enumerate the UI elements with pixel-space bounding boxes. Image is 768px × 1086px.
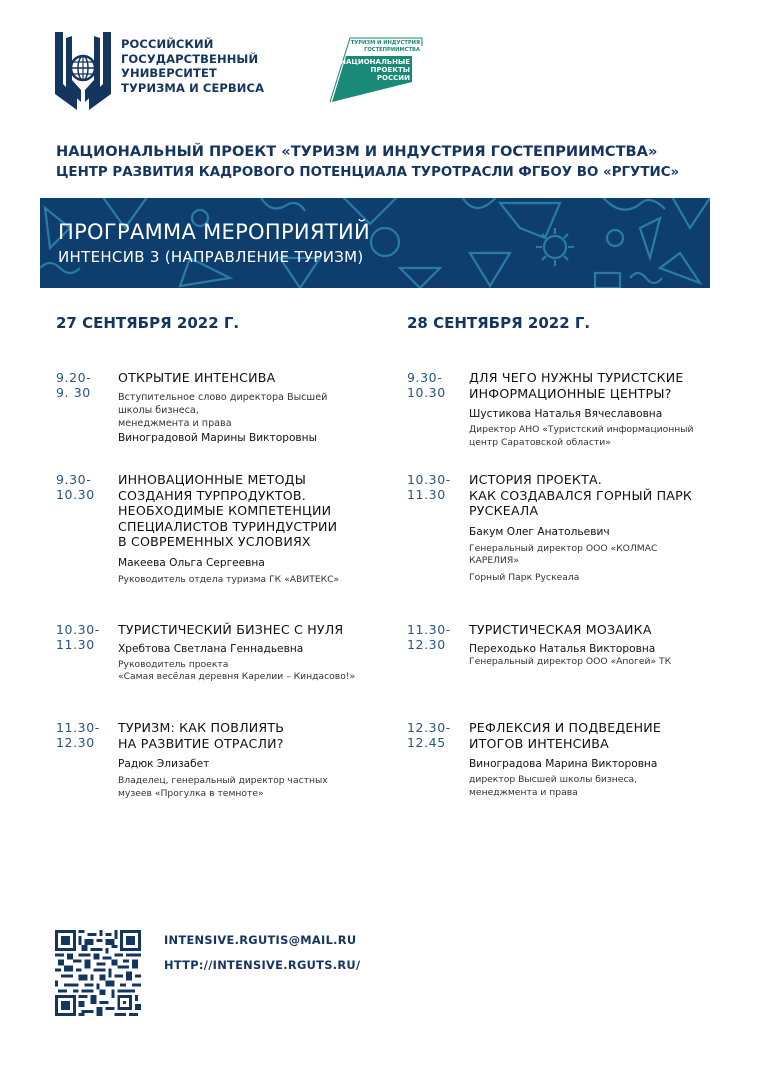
time-end: 10.30 xyxy=(407,385,446,400)
qr-code-icon xyxy=(55,930,141,1016)
event-description-line: музеев «Прогулка в темноте» xyxy=(118,787,264,799)
event-title xyxy=(118,472,383,550)
np-main-line-1: НАЦИОНАЛЬНЫЕ xyxy=(340,58,410,66)
event-time xyxy=(56,622,112,652)
event-title xyxy=(118,720,383,751)
event-title-line: В СОВРЕМЕННЫХ УСЛОВИЯХ xyxy=(118,534,311,549)
event-intro-line: Вступительное слово директора Высшей xyxy=(118,391,328,403)
event-time xyxy=(407,622,463,652)
national-projects-emblem-icon xyxy=(328,36,424,104)
event-title-line: НЕОБХОДИМЫЕ КОМПЕТЕНЦИИ xyxy=(118,503,332,518)
event-time xyxy=(407,370,463,400)
event-description-line: Руководитель отдела туризма ГК «АВИТЕКС» xyxy=(118,573,340,585)
event-title xyxy=(469,720,734,751)
time-start: 9.30- xyxy=(407,370,443,385)
event-title xyxy=(469,370,734,401)
university-name xyxy=(121,37,264,95)
event-time xyxy=(407,720,463,750)
event-time xyxy=(56,720,112,750)
event-description-line: Генеральный директор ООО «Апогей» ТК xyxy=(469,655,672,667)
event-speaker: Бакум Олег Анатольевич xyxy=(469,525,610,538)
event-description-extra: Горный Парк Рускеала xyxy=(469,571,580,583)
time-start: 11.30- xyxy=(407,622,451,637)
event-title-line: ИТОГОВ ИНТЕНСИВА xyxy=(469,735,609,751)
event-title-line: ИНФОРМАЦИОННЫЕ ЦЕНТРЫ? xyxy=(469,385,672,401)
np-main-line-2: ПРОЕКТЫ xyxy=(370,66,410,74)
project-title: НАЦИОНАЛЬНЫЙ ПРОЕКТ «ТУРИЗМ И ИНДУСТРИЯ ГОСТЕПРИИМСТВА» xyxy=(56,143,658,160)
event-title-line: РУСКЕАЛА xyxy=(469,503,539,518)
event-time xyxy=(56,370,112,400)
time-end: 12.45 xyxy=(407,735,446,750)
contact-email-link[interactable]: INTENSIVE.RGUTIS@MAIL.RU xyxy=(164,933,357,947)
event-intro xyxy=(118,391,383,430)
event-description xyxy=(469,656,734,669)
event-speaker: Виноградова Марина Викторовна xyxy=(469,758,658,770)
university-name-line: УНИВЕРСИТЕТ xyxy=(121,66,217,80)
event-intro-line: школы бизнеса, xyxy=(118,404,199,416)
event-description xyxy=(469,424,734,449)
event-title-line: СОЗДАНИЯ ТУРПРОДУКТОВ. xyxy=(118,487,306,503)
day-2-date: 28 СЕНТЯБРЯ 2022 Г. xyxy=(407,314,591,332)
event-title-line: ОТКРЫТИЕ ИНТЕНСИВА xyxy=(118,370,276,385)
event-description-line: Генеральный директор ООО «КОЛМАС xyxy=(469,542,658,554)
event-speaker: Виноградовой Марины Викторовны xyxy=(118,431,317,444)
university-name-line: РОССИЙСКИЙ xyxy=(121,37,214,51)
time-end: 11.30 xyxy=(407,487,446,502)
event-description-line: Владелец, генеральный директор частных xyxy=(118,775,328,786)
event-time xyxy=(407,472,463,502)
event-title-line: ИСТОРИЯ ПРОЕКТА. xyxy=(469,472,602,487)
event-description xyxy=(469,543,734,568)
program-banner xyxy=(40,198,710,288)
event-title-line: ТУРИЗМ: КАК ПОВЛИЯТЬ xyxy=(118,720,285,735)
event-intro-line: менеджмента и права xyxy=(118,417,232,429)
contact-website-link[interactable]: HTTP://INTENSIVE.RGUTS.RU/ xyxy=(164,958,361,972)
event-speaker: Хребтова Светлана Геннадьевна xyxy=(118,642,304,655)
time-start: 10.30- xyxy=(56,622,100,637)
event-title-line: ТУРИСТИЧЕСКИЙ БИЗНЕС С НУЛЯ xyxy=(118,622,344,637)
project-subtitle: ЦЕНТР РАЗВИТИЯ КАДРОВОГО ПОТЕНЦИАЛА ТУРОТРАСЛИ ФГБОУ ВО «РГУТИС» xyxy=(56,165,680,180)
event-description-line: центр Саратовской области» xyxy=(469,436,611,448)
event-description xyxy=(118,659,383,684)
qr-code[interactable] xyxy=(55,930,141,1016)
time-start: 12.30- xyxy=(407,720,451,735)
event-speaker: Макеева Ольга Сергеевна xyxy=(118,556,265,569)
np-top-line-2: ГОСТЕПРИИМСТВА xyxy=(364,47,420,53)
university-logo xyxy=(55,32,111,112)
event-time xyxy=(56,472,112,502)
event-description-line: КАРЕЛИЯ» xyxy=(469,555,519,566)
event-title-line: КАК СОЗДАВАЛСЯ ГОРНЫЙ ПАРК xyxy=(469,487,693,503)
event-title-line: СПЕЦИАЛИСТОВ ТУРИНДУСТРИИ xyxy=(118,518,338,534)
time-start: 9.20- xyxy=(56,370,92,385)
event-title xyxy=(118,622,383,638)
university-name-line: ГОСУДАРСТВЕННЫЙ xyxy=(121,51,259,66)
time-end: 12.30 xyxy=(407,637,446,652)
event-title-line: РЕФЛЕКСИЯ И ПОДВЕДЕНИЕ xyxy=(469,720,662,735)
time-start: 10.30- xyxy=(407,472,451,487)
event-description-line: Руководитель проекта xyxy=(118,658,229,670)
np-top-line-1: ТУРИЗМ И ИНДУСТРИЯ xyxy=(350,40,420,46)
national-projects-logo xyxy=(328,36,424,104)
event-speaker: Переходько Наталья Викторовна xyxy=(469,642,656,655)
time-end: 11.30 xyxy=(56,637,95,652)
event-title-line: ИННОВАЦИОННЫЕ МЕТОДЫ xyxy=(118,472,307,487)
event-title-line: ТУРИСТИЧЕСКАЯ МОЗАИКА xyxy=(469,622,652,637)
project-heading xyxy=(56,142,716,184)
event-speaker: Шустикова Наталья Вячеславовна xyxy=(469,408,663,420)
event-description xyxy=(469,774,734,799)
program-title: ПРОГРАММА МЕРОПРИЯТИЙ xyxy=(58,220,370,244)
program-subtitle: ИНТЕНСИВ 3 (НАПРАВЛЕНИЕ ТУРИЗМ) xyxy=(58,248,364,266)
event-title-line: ДЛЯ ЧЕГО НУЖНЫ ТУРИСТСКИЕ xyxy=(469,370,684,385)
event-title xyxy=(469,622,734,638)
event-description-line: менеджмента и права xyxy=(469,786,578,798)
event-description xyxy=(118,574,383,587)
day-1-date: 27 СЕНТЯБРЯ 2022 Г. xyxy=(56,314,240,332)
university-name-line: ТУРИЗМА И СЕРВИСА xyxy=(121,80,265,95)
book-globe-icon xyxy=(55,32,111,112)
event-title xyxy=(469,472,734,519)
time-start: 11.30- xyxy=(56,720,100,735)
time-start: 9.30- xyxy=(56,472,92,487)
event-description-line: «Самая весёлая деревня Карелии – Киндасово!» xyxy=(118,671,356,682)
event-description xyxy=(118,775,383,800)
event-description-line: директор Высшей школы бизнеса, xyxy=(469,774,638,785)
time-end: 10.30 xyxy=(56,487,95,502)
np-main-line-3: РОССИИ xyxy=(376,74,410,82)
time-end: 12.30 xyxy=(56,735,95,750)
event-description-line: Директор АНО «Туристский информационный xyxy=(469,424,694,435)
time-end: 9. 30 xyxy=(56,385,91,400)
event-speaker: Радюк Элизабет xyxy=(118,758,210,770)
event-title-line: НА РАЗВИТИЕ ОТРАСЛИ? xyxy=(118,735,284,751)
event-title xyxy=(118,370,383,386)
